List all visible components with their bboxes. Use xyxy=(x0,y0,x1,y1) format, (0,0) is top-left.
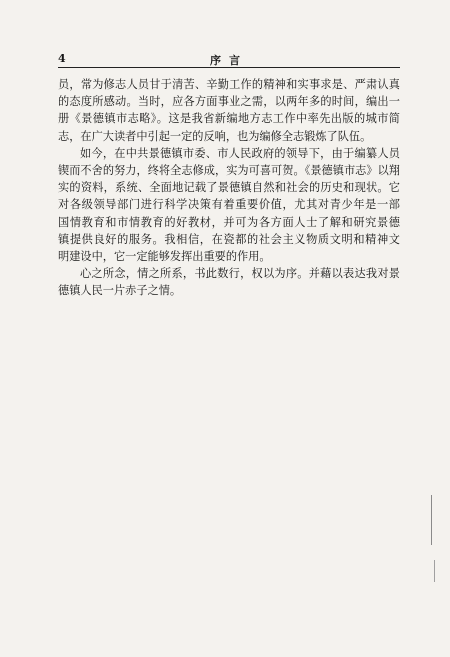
text-line: 的态度所感动。当时，应各方面事业之需，以两年多的时间，编出一 xyxy=(58,95,400,109)
page-header xyxy=(58,52,400,68)
body-text xyxy=(58,76,400,299)
text-line: 德镇人民一片赤子之情。 xyxy=(58,284,182,298)
text-line: 锲而不舍的努力，终将全志修成，实为可喜可贺。《景德镇市志》以翔 xyxy=(58,163,400,177)
scan-artifact xyxy=(431,495,432,545)
text-line: 册《景德镇市志略》。这是我省新编地方志工作中率先出版的城市简 xyxy=(58,112,400,126)
text-line: 如今，在中共景德镇市委、市人民政府的领导下，由于编纂人员 xyxy=(80,146,400,160)
text-line: 实的资料，系统、全面地记载了景德镇自然和社会的历史和现状。它 xyxy=(58,181,400,195)
running-title: 序言 xyxy=(210,54,248,67)
text-line: 国情教育和市情教育的好教材，并可为各方面人士了解和研究景德 xyxy=(58,215,400,229)
text-line: 心之所念，情之所系，书此数行，权以为序。并藉以表达我对景 xyxy=(80,267,400,281)
text-line: 员，常为修志人员甘于清苦、辛勤工作的精神和实事求是、严肃认真 xyxy=(58,78,400,91)
page-number: 4 xyxy=(58,52,66,65)
text-line: 志，在广大读者中引起一定的反响，也为编修全志锻炼了队伍。 xyxy=(58,129,372,143)
text-line: 镇提供良好的服务。我相信，在瓷都的社会主义物质文明和精神文 xyxy=(58,232,400,246)
text-line: 明建设中，它一定能够发挥出重要的作用。 xyxy=(58,249,271,263)
scan-artifact xyxy=(434,560,435,582)
header-rule xyxy=(58,67,400,68)
text-line: 对各级领导部门进行科学决策有着重要价值，尤其对青少年是一部 xyxy=(58,198,400,212)
